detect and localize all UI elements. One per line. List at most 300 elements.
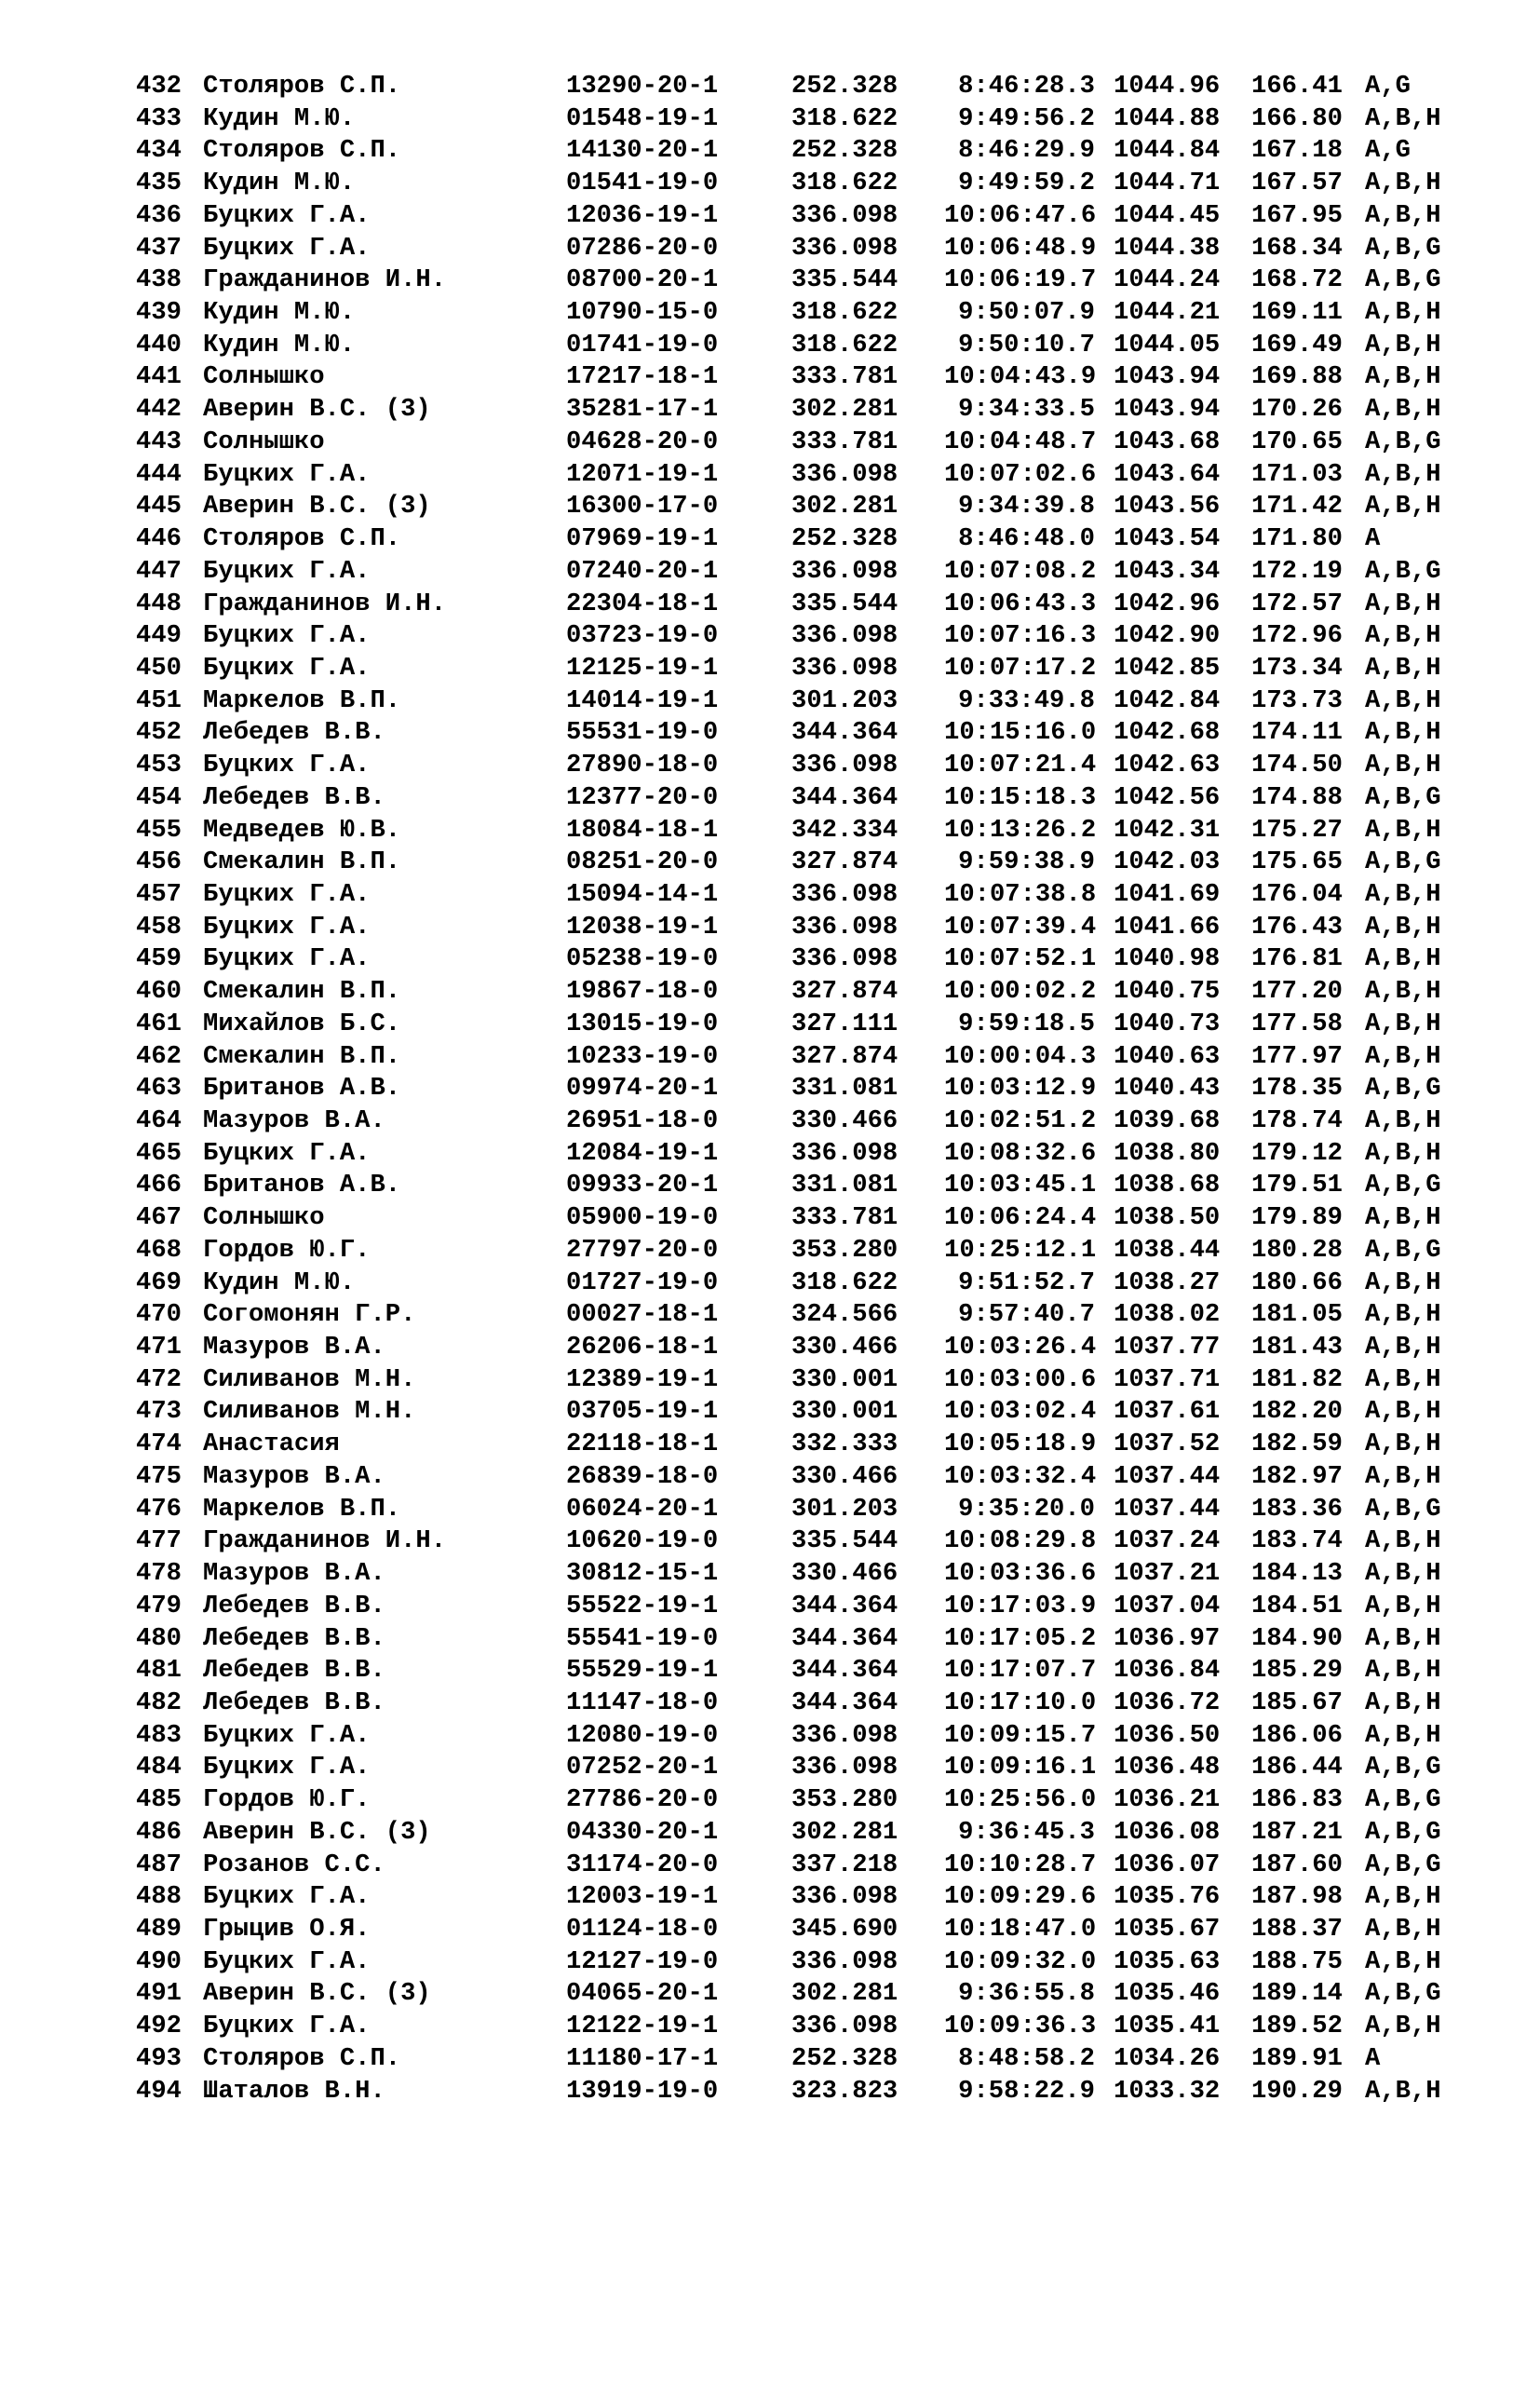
arrival-time-cell: 10:17:07.7 — [944, 1656, 1097, 1686]
fancier-name-cell: Розанов С.С. — [203, 1850, 385, 1879]
place-cell: 491 — [136, 1979, 182, 2009]
arrival-time-cell: 10:17:10.0 — [944, 1687, 1097, 1717]
category-cell: A,B,H — [1365, 1397, 1441, 1427]
fancier-name-cell: Буцких Г.А. — [203, 912, 371, 942]
table-row — [136, 1461, 1441, 1494]
ring-number-cell: 12003-19-1 — [566, 1882, 719, 1912]
speed-cell: 1044.21 — [1114, 298, 1221, 328]
ring-number-cell: 11147-18-0 — [566, 1687, 719, 1717]
place-cell: 469 — [136, 1267, 182, 1297]
distance-cell: 252.328 — [791, 524, 898, 554]
category-cell: A,B,G — [1365, 265, 1441, 295]
place-cell: 478 — [136, 1559, 182, 1589]
category-cell: A,B,G — [1365, 1817, 1441, 1847]
arrival-time-cell: 10:03:12.9 — [944, 1074, 1097, 1104]
distance-cell: 318.622 — [791, 1267, 898, 1297]
speed-cell: 1043.56 — [1114, 492, 1221, 522]
arrival-time-cell: 10:09:15.7 — [944, 1720, 1097, 1750]
place-cell: 448 — [136, 589, 182, 618]
coefficient-cell: 171.80 — [1251, 524, 1343, 554]
speed-cell: 1044.45 — [1114, 200, 1221, 230]
arrival-time-cell: 8:46:48.0 — [958, 524, 1095, 554]
ring-number-cell: 04628-20-0 — [566, 427, 719, 456]
coefficient-cell: 169.11 — [1251, 298, 1343, 328]
table-row — [136, 847, 1441, 879]
place-cell: 488 — [136, 1882, 182, 1912]
speed-cell: 1043.94 — [1114, 362, 1221, 392]
coefficient-cell: 189.52 — [1251, 2012, 1343, 2041]
arrival-time-cell: 8:46:28.3 — [958, 72, 1095, 101]
coefficient-cell: 175.65 — [1251, 847, 1343, 877]
fancier-name-cell: Смекалин В.П. — [203, 847, 401, 877]
speed-cell: 1037.52 — [1114, 1430, 1221, 1459]
place-cell: 451 — [136, 685, 182, 715]
speed-cell: 1040.75 — [1114, 977, 1221, 1007]
coefficient-cell: 172.96 — [1251, 621, 1343, 651]
category-cell: A,B,H — [1365, 718, 1441, 748]
category-cell: A,B,H — [1365, 2012, 1441, 2041]
speed-cell: 1042.56 — [1114, 782, 1221, 812]
ring-number-cell: 01727-19-0 — [566, 1267, 719, 1297]
fancier-name-cell: Британов А.В. — [203, 1074, 401, 1104]
coefficient-cell: 188.75 — [1251, 1946, 1343, 1976]
speed-cell: 1038.44 — [1114, 1235, 1221, 1265]
distance-cell: 336.098 — [791, 1753, 898, 1782]
coefficient-cell: 166.80 — [1251, 103, 1343, 133]
fancier-name-cell: Смекалин В.П. — [203, 1041, 401, 1071]
speed-cell: 1037.77 — [1114, 1333, 1221, 1362]
ring-number-cell: 26839-18-0 — [566, 1461, 719, 1491]
category-cell: A,B,H — [1365, 815, 1441, 845]
distance-cell: 336.098 — [791, 556, 898, 586]
distance-cell: 333.781 — [791, 362, 898, 392]
coefficient-cell: 182.59 — [1251, 1430, 1343, 1459]
coefficient-cell: 177.20 — [1251, 977, 1343, 1007]
ring-number-cell: 13015-19-0 — [566, 1009, 719, 1038]
ring-number-cell: 04065-20-1 — [566, 1979, 719, 2009]
ring-number-cell: 30812-15-1 — [566, 1559, 719, 1589]
fancier-name-cell: Буцких Г.А. — [203, 621, 371, 651]
place-cell: 472 — [136, 1364, 182, 1394]
arrival-time-cell: 10:07:02.6 — [944, 459, 1097, 489]
category-cell: A,B,H — [1365, 1333, 1441, 1362]
table-row — [136, 1525, 1441, 1558]
fancier-name-cell: Маркелов В.П. — [203, 1494, 401, 1524]
arrival-time-cell: 10:09:32.0 — [944, 1946, 1097, 1976]
speed-cell: 1036.97 — [1114, 1623, 1221, 1653]
table-row — [136, 1720, 1441, 1753]
ring-number-cell: 31174-20-0 — [566, 1850, 719, 1879]
distance-cell: 327.874 — [791, 1041, 898, 1071]
ring-number-cell: 27797-20-0 — [566, 1235, 719, 1265]
coefficient-cell: 176.81 — [1251, 944, 1343, 974]
speed-cell: 1038.80 — [1114, 1138, 1221, 1168]
category-cell: A,B,G — [1365, 1171, 1441, 1200]
category-cell: A,B,H — [1365, 298, 1441, 328]
coefficient-cell: 179.51 — [1251, 1171, 1343, 1200]
ring-number-cell: 22118-18-1 — [566, 1430, 719, 1459]
coefficient-cell: 180.66 — [1251, 1267, 1343, 1297]
fancier-name-cell: Гордов Ю.Г. — [203, 1785, 371, 1815]
distance-cell: 302.281 — [791, 1979, 898, 2009]
coefficient-cell: 182.20 — [1251, 1397, 1343, 1427]
table-row — [136, 1105, 1441, 1138]
speed-cell: 1039.68 — [1114, 1106, 1221, 1135]
arrival-time-cell: 10:03:00.6 — [944, 1364, 1097, 1394]
distance-cell: 335.544 — [791, 265, 898, 295]
table-row — [136, 556, 1441, 589]
place-cell: 483 — [136, 1720, 182, 1750]
coefficient-cell: 167.95 — [1251, 200, 1343, 230]
fancier-name-cell: Гражданинов И.Н. — [203, 1526, 447, 1556]
category-cell: A,B,H — [1365, 2076, 1441, 2106]
place-cell: 470 — [136, 1300, 182, 1330]
table-row — [136, 653, 1441, 685]
coefficient-cell: 188.37 — [1251, 1914, 1343, 1944]
category-cell: A,B,H — [1365, 879, 1441, 909]
speed-cell: 1043.34 — [1114, 556, 1221, 586]
arrival-time-cell: 9:50:07.9 — [958, 298, 1095, 328]
place-cell: 484 — [136, 1753, 182, 1782]
fancier-name-cell: Гражданинов И.Н. — [203, 265, 447, 295]
arrival-time-cell: 9:33:49.8 — [958, 685, 1095, 715]
coefficient-cell: 174.88 — [1251, 782, 1343, 812]
category-cell: A,B,H — [1365, 751, 1441, 780]
fancier-name-cell: Михайлов Б.С. — [203, 1009, 401, 1038]
speed-cell: 1041.69 — [1114, 879, 1221, 909]
speed-cell: 1035.41 — [1114, 2012, 1221, 2041]
category-cell: A,B,H — [1365, 1559, 1441, 1589]
fancier-name-cell: Буцких Г.А. — [203, 751, 371, 780]
place-cell: 445 — [136, 492, 182, 522]
place-cell: 466 — [136, 1171, 182, 1200]
ring-number-cell: 55529-19-1 — [566, 1656, 719, 1686]
fancier-name-cell: Лебедев В.В. — [203, 718, 385, 748]
arrival-time-cell: 10:15:18.3 — [944, 782, 1097, 812]
table-row — [136, 1170, 1441, 1202]
ring-number-cell: 26206-18-1 — [566, 1333, 719, 1362]
arrival-time-cell: 10:07:21.4 — [944, 751, 1097, 780]
coefficient-cell: 185.67 — [1251, 1687, 1343, 1717]
place-cell: 477 — [136, 1526, 182, 1556]
fancier-name-cell: Грыцив О.Я. — [203, 1914, 371, 1944]
fancier-name-cell: Лебедев В.В. — [203, 1623, 385, 1653]
distance-cell: 336.098 — [791, 912, 898, 942]
table-row — [136, 1299, 1441, 1332]
table-row — [136, 2011, 1441, 2043]
speed-cell: 1037.44 — [1114, 1494, 1221, 1524]
category-cell: A,B,H — [1365, 459, 1441, 489]
distance-cell: 336.098 — [791, 879, 898, 909]
ring-number-cell: 01548-19-1 — [566, 103, 719, 133]
category-cell: A,B,G — [1365, 233, 1441, 263]
table-row — [136, 233, 1441, 265]
arrival-time-cell: 10:07:17.2 — [944, 653, 1097, 683]
speed-cell: 1036.21 — [1114, 1785, 1221, 1815]
place-cell: 456 — [136, 847, 182, 877]
place-cell: 432 — [136, 72, 182, 101]
arrival-time-cell: 10:03:32.4 — [944, 1461, 1097, 1491]
category-cell: A — [1365, 2043, 1381, 2073]
distance-cell: 336.098 — [791, 1720, 898, 1750]
coefficient-cell: 175.27 — [1251, 815, 1343, 845]
category-cell: A,B,G — [1365, 556, 1441, 586]
distance-cell: 318.622 — [791, 330, 898, 359]
place-cell: 438 — [136, 265, 182, 295]
category-cell: A — [1365, 524, 1381, 554]
place-cell: 480 — [136, 1623, 182, 1653]
table-row — [136, 1138, 1441, 1171]
fancier-name-cell: Согомонян Г.Р. — [203, 1300, 416, 1330]
place-cell: 453 — [136, 751, 182, 780]
fancier-name-cell: Мазуров В.А. — [203, 1461, 385, 1491]
arrival-time-cell: 10:17:03.9 — [944, 1591, 1097, 1620]
arrival-time-cell: 9:59:18.5 — [958, 1009, 1095, 1038]
arrival-time-cell: 10:25:12.1 — [944, 1235, 1097, 1265]
table-row — [136, 394, 1441, 427]
table-row — [136, 1494, 1441, 1526]
distance-cell: 252.328 — [791, 72, 898, 101]
coefficient-cell: 174.50 — [1251, 751, 1343, 780]
distance-cell: 318.622 — [791, 298, 898, 328]
ring-number-cell: 12125-19-1 — [566, 653, 719, 683]
distance-cell: 330.466 — [791, 1333, 898, 1362]
fancier-name-cell: Солнышко — [203, 1203, 325, 1233]
place-cell: 454 — [136, 782, 182, 812]
coefficient-cell: 181.43 — [1251, 1333, 1343, 1362]
arrival-time-cell: 10:09:36.3 — [944, 2012, 1097, 2041]
coefficient-cell: 176.04 — [1251, 879, 1343, 909]
coefficient-cell: 176.43 — [1251, 912, 1343, 942]
place-cell: 436 — [136, 200, 182, 230]
arrival-time-cell: 10:03:45.1 — [944, 1171, 1097, 1200]
ring-number-cell: 12080-19-0 — [566, 1720, 719, 1750]
distance-cell: 331.081 — [791, 1074, 898, 1104]
place-cell: 457 — [136, 879, 182, 909]
category-cell: A,B,H — [1365, 1914, 1441, 1944]
category-cell: A,B,H — [1365, 977, 1441, 1007]
distance-cell: 344.364 — [791, 1591, 898, 1620]
coefficient-cell: 171.42 — [1251, 492, 1343, 522]
distance-cell: 353.280 — [791, 1785, 898, 1815]
speed-cell: 1042.03 — [1114, 847, 1221, 877]
category-cell: A,G — [1365, 136, 1411, 166]
fancier-name-cell: Буцких Г.А. — [203, 233, 371, 263]
distance-cell: 252.328 — [791, 136, 898, 166]
coefficient-cell: 190.29 — [1251, 2076, 1343, 2106]
fancier-name-cell: Мазуров В.А. — [203, 1559, 385, 1589]
place-cell: 446 — [136, 524, 182, 554]
ring-number-cell: 03705-19-1 — [566, 1397, 719, 1427]
place-cell: 459 — [136, 944, 182, 974]
category-cell: A,B,G — [1365, 1979, 1441, 2009]
speed-cell: 1037.21 — [1114, 1559, 1221, 1589]
category-cell: A,B,G — [1365, 1235, 1441, 1265]
arrival-time-cell: 10:09:29.6 — [944, 1882, 1097, 1912]
distance-cell: 330.001 — [791, 1397, 898, 1427]
speed-cell: 1042.85 — [1114, 653, 1221, 683]
table-row — [136, 1881, 1441, 1914]
ring-number-cell: 12127-19-0 — [566, 1946, 719, 1976]
place-cell: 458 — [136, 912, 182, 942]
table-row — [136, 361, 1441, 394]
table-row — [136, 1202, 1441, 1235]
speed-cell: 1036.84 — [1114, 1656, 1221, 1686]
place-cell: 481 — [136, 1656, 182, 1686]
arrival-time-cell: 10:00:04.3 — [944, 1041, 1097, 1071]
place-cell: 482 — [136, 1687, 182, 1717]
ring-number-cell: 26951-18-0 — [566, 1106, 719, 1135]
category-cell: A,B,G — [1365, 1074, 1441, 1104]
coefficient-cell: 182.97 — [1251, 1461, 1343, 1491]
ring-number-cell: 16300-17-0 — [566, 492, 719, 522]
distance-cell: 327.874 — [791, 847, 898, 877]
distance-cell: 336.098 — [791, 653, 898, 683]
ring-number-cell: 27786-20-0 — [566, 1785, 719, 1815]
category-cell: A,B,G — [1365, 782, 1441, 812]
arrival-time-cell: 10:05:18.9 — [944, 1430, 1097, 1459]
distance-cell: 330.001 — [791, 1364, 898, 1394]
coefficient-cell: 177.58 — [1251, 1009, 1343, 1038]
ring-number-cell: 07240-20-1 — [566, 556, 719, 586]
ring-number-cell: 13919-19-0 — [566, 2076, 719, 2106]
speed-cell: 1042.90 — [1114, 621, 1221, 651]
fancier-name-cell: Буцких Г.А. — [203, 1882, 371, 1912]
ring-number-cell: 12122-19-1 — [566, 2012, 719, 2041]
fancier-name-cell: Буцких Г.А. — [203, 1753, 371, 1782]
table-row — [136, 1073, 1441, 1105]
category-cell: A,B,H — [1365, 944, 1441, 974]
ring-number-cell: 09933-20-1 — [566, 1171, 719, 1200]
table-row — [136, 264, 1441, 297]
fancier-name-cell: Столяров С.П. — [203, 2043, 401, 2073]
ring-number-cell: 19867-18-0 — [566, 977, 719, 1007]
fancier-name-cell: Гражданинов И.Н. — [203, 589, 447, 618]
arrival-time-cell: 10:06:48.9 — [944, 233, 1097, 263]
category-cell: A,B,H — [1365, 362, 1441, 392]
speed-cell: 1037.71 — [1114, 1364, 1221, 1394]
place-cell: 486 — [136, 1817, 182, 1847]
coefficient-cell: 186.83 — [1251, 1785, 1343, 1815]
coefficient-cell: 187.98 — [1251, 1882, 1343, 1912]
ring-number-cell: 05900-19-0 — [566, 1203, 719, 1233]
table-row — [136, 1558, 1441, 1591]
place-cell: 440 — [136, 330, 182, 359]
arrival-time-cell: 9:36:55.8 — [958, 1979, 1095, 2009]
table-row — [136, 1591, 1441, 1623]
table-row — [136, 815, 1441, 847]
speed-cell: 1042.68 — [1114, 718, 1221, 748]
distance-cell: 324.566 — [791, 1300, 898, 1330]
ring-number-cell: 12084-19-1 — [566, 1138, 719, 1168]
coefficient-cell: 173.73 — [1251, 685, 1343, 715]
coefficient-cell: 172.57 — [1251, 589, 1343, 618]
distance-cell: 345.690 — [791, 1914, 898, 1944]
place-cell: 433 — [136, 103, 182, 133]
speed-cell: 1038.02 — [1114, 1300, 1221, 1330]
distance-cell: 302.281 — [791, 1817, 898, 1847]
distance-cell: 327.874 — [791, 977, 898, 1007]
distance-cell: 342.334 — [791, 815, 898, 845]
coefficient-cell: 177.97 — [1251, 1041, 1343, 1071]
table-row — [136, 1267, 1441, 1300]
arrival-time-cell: 9:51:52.7 — [958, 1267, 1095, 1297]
table-row — [136, 168, 1441, 200]
distance-cell: 333.781 — [791, 1203, 898, 1233]
speed-cell: 1036.48 — [1114, 1753, 1221, 1782]
fancier-name-cell: Буцких Г.А. — [203, 2012, 371, 2041]
coefficient-cell: 168.34 — [1251, 233, 1343, 263]
category-cell: A,B,H — [1365, 169, 1441, 198]
arrival-time-cell: 9:49:56.2 — [958, 103, 1095, 133]
ring-number-cell: 15094-14-1 — [566, 879, 719, 909]
place-cell: 443 — [136, 427, 182, 456]
coefficient-cell: 169.49 — [1251, 330, 1343, 359]
distance-cell: 336.098 — [791, 1882, 898, 1912]
speed-cell: 1042.84 — [1114, 685, 1221, 715]
place-cell: 442 — [136, 395, 182, 425]
category-cell: A,B,H — [1365, 1623, 1441, 1653]
place-cell: 439 — [136, 298, 182, 328]
coefficient-cell: 169.88 — [1251, 362, 1343, 392]
arrival-time-cell: 10:02:51.2 — [944, 1106, 1097, 1135]
category-cell: A,B,H — [1365, 589, 1441, 618]
arrival-time-cell: 9:49:59.2 — [958, 169, 1095, 198]
distance-cell: 344.364 — [791, 782, 898, 812]
place-cell: 475 — [136, 1461, 182, 1491]
coefficient-cell: 187.60 — [1251, 1850, 1343, 1879]
arrival-time-cell: 9:57:40.7 — [958, 1300, 1095, 1330]
category-cell: A,B,H — [1365, 395, 1441, 425]
fancier-name-cell: Аверин В.С. (3) — [203, 492, 431, 522]
table-row — [136, 135, 1411, 168]
table-row — [136, 1429, 1441, 1461]
ring-number-cell: 55522-19-1 — [566, 1591, 719, 1620]
arrival-time-cell: 10:07:39.4 — [944, 912, 1097, 942]
speed-cell: 1040.63 — [1114, 1041, 1221, 1071]
distance-cell: 323.823 — [791, 2076, 898, 2106]
fancier-name-cell: Аверин В.С. (3) — [203, 395, 431, 425]
place-cell: 452 — [136, 718, 182, 748]
place-cell: 467 — [136, 1203, 182, 1233]
ring-number-cell: 27890-18-0 — [566, 751, 719, 780]
distance-cell: 336.098 — [791, 200, 898, 230]
distance-cell: 335.544 — [791, 1526, 898, 1556]
ring-number-cell: 08700-20-1 — [566, 265, 719, 295]
arrival-time-cell: 10:07:52.1 — [944, 944, 1097, 974]
table-row — [136, 2076, 1441, 2108]
category-cell: A,B,H — [1365, 103, 1441, 133]
speed-cell: 1044.96 — [1114, 72, 1221, 101]
coefficient-cell: 183.36 — [1251, 1494, 1343, 1524]
distance-cell: 301.203 — [791, 1494, 898, 1524]
table-row — [136, 589, 1441, 621]
fancier-name-cell: Буцких Г.А. — [203, 944, 371, 974]
speed-cell: 1035.76 — [1114, 1882, 1221, 1912]
fancier-name-cell: Буцких Г.А. — [203, 1720, 371, 1750]
arrival-time-cell: 10:25:56.0 — [944, 1785, 1097, 1815]
category-cell: A,B,H — [1365, 1203, 1441, 1233]
table-row — [136, 1946, 1441, 1979]
fancier-name-cell: Кудин М.Ю. — [203, 298, 356, 328]
place-cell: 450 — [136, 653, 182, 683]
fancier-name-cell: Лебедев В.В. — [203, 782, 385, 812]
table-row — [136, 330, 1441, 362]
place-cell: 463 — [136, 1074, 182, 1104]
fancier-name-cell: Анастасия — [203, 1430, 340, 1459]
speed-cell: 1044.71 — [1114, 169, 1221, 198]
arrival-time-cell: 10:06:43.3 — [944, 589, 1097, 618]
